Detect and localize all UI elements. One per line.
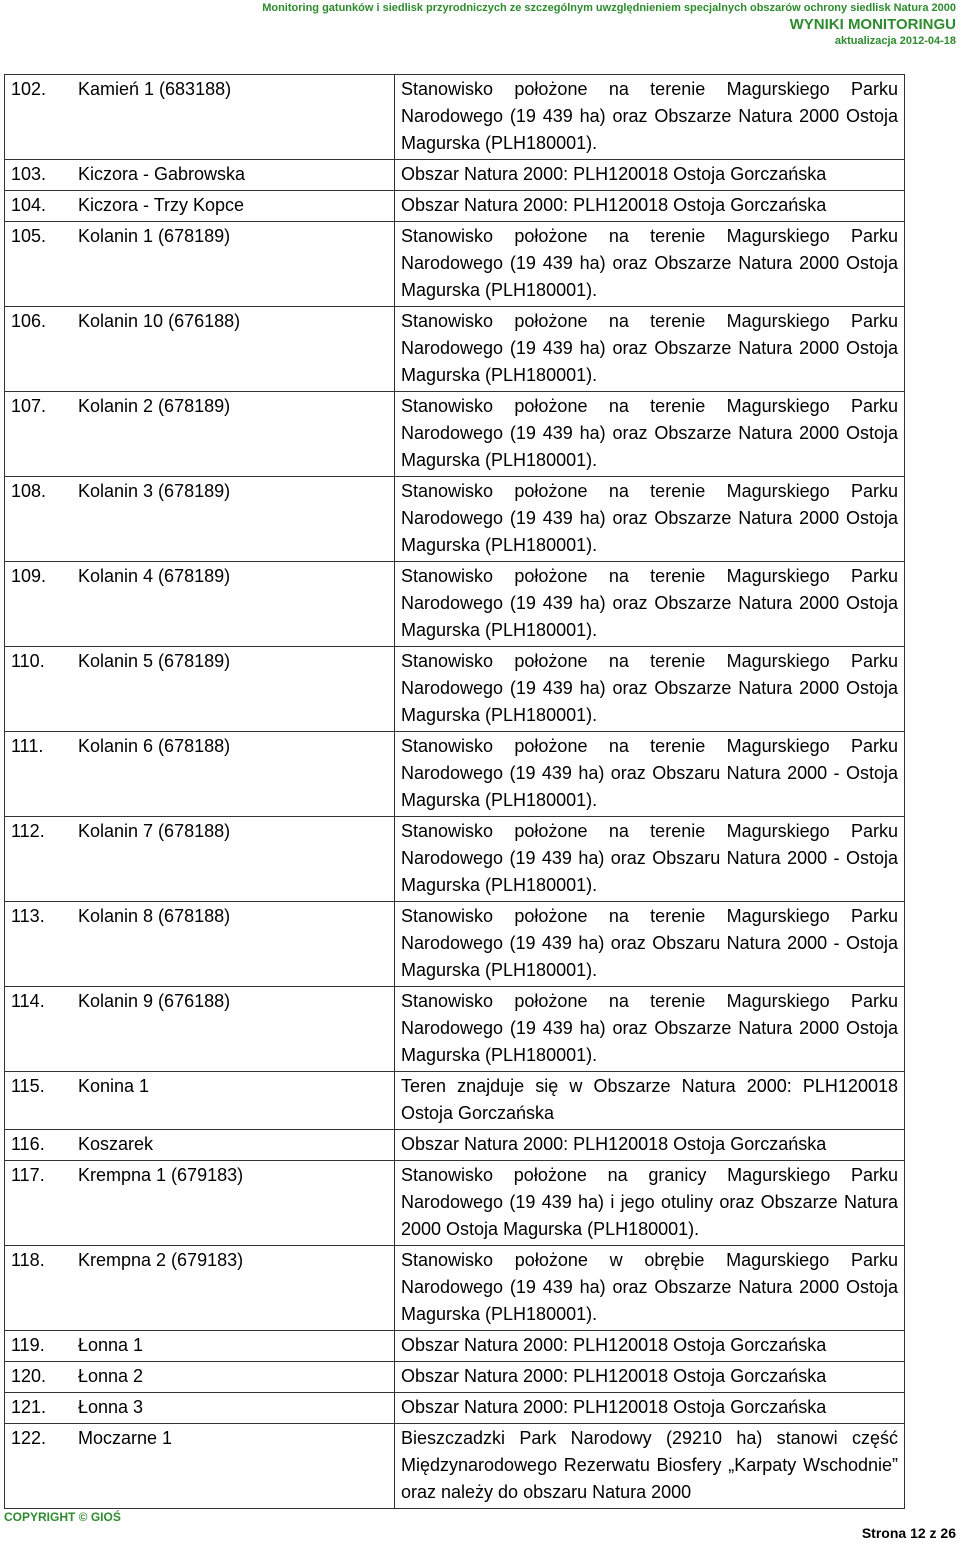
row-number: 106.	[5, 307, 70, 392]
table-row	[5, 1246, 905, 1331]
site-description: Stanowisko położone na terenie Magurskiego Parku Narodowego (19 439 ha) oraz Obszaru Natura 2000 - Ostoja Magurska (PLH180001).	[395, 732, 905, 817]
site-description: Stanowisko położone na terenie Magurskiego Parku Narodowego (19 439 ha) oraz Obszarze Natura 2000 Ostoja Magurska (PLH180001).	[395, 222, 905, 307]
row-number: 115.	[5, 1072, 70, 1130]
table-row	[5, 75, 905, 160]
site-description: Teren znajduje się w Obszarze Natura 2000: PLH120018 Ostoja Gorczańska	[395, 1072, 905, 1130]
site-description: Stanowisko położone na terenie Magurskiego Parku Narodowego (19 439 ha) oraz Obszarze Natura 2000 Ostoja Magurska (PLH180001).	[395, 477, 905, 562]
site-description: Stanowisko położone na terenie Magurskiego Parku Narodowego (19 439 ha) oraz Obszarze Natura 2000 Ostoja Magurska (PLH180001).	[395, 392, 905, 477]
table-row	[5, 307, 905, 392]
site-name: Kolanin 2 (678189)	[69, 392, 395, 477]
row-number: 122.	[5, 1424, 70, 1509]
row-number: 117.	[5, 1161, 70, 1246]
site-name: Kiczora - Trzy Kopce	[69, 191, 395, 222]
site-name: Kamień 1 (683188)	[69, 75, 395, 160]
sites-table	[4, 74, 905, 1509]
row-number: 120.	[5, 1362, 70, 1393]
table-row	[5, 1072, 905, 1130]
table-row	[5, 1161, 905, 1246]
row-number: 119.	[5, 1331, 70, 1362]
site-description: Obszar Natura 2000: PLH120018 Ostoja Gorczańska	[395, 1331, 905, 1362]
site-description: Stanowisko położone na terenie Magurskiego Parku Narodowego (19 439 ha) oraz Obszaru Natura 2000 - Ostoja Magurska (PLH180001).	[395, 902, 905, 987]
site-name: Krempna 1 (679183)	[69, 1161, 395, 1246]
table-row	[5, 1362, 905, 1393]
site-description: Stanowisko położone na granicy Magurskiego Parku Narodowego (19 439 ha) i jego otuliny oraz Obszarze Natura 2000 Ostoja Magurska (PLH180001).	[395, 1161, 905, 1246]
site-description: Obszar Natura 2000: PLH120018 Ostoja Gorczańska	[395, 1362, 905, 1393]
table-row	[5, 987, 905, 1072]
site-name: Kiczora - Gabrowska	[69, 160, 395, 191]
row-number: 111.	[5, 732, 70, 817]
row-number: 114.	[5, 987, 70, 1072]
row-number: 109.	[5, 562, 70, 647]
table-row	[5, 160, 905, 191]
row-number: 112.	[5, 817, 70, 902]
row-number: 113.	[5, 902, 70, 987]
table-row	[5, 1130, 905, 1161]
page-header	[262, 2, 956, 47]
site-name: Kolanin 4 (678189)	[69, 562, 395, 647]
site-name: Moczarne 1	[69, 1424, 395, 1509]
site-name: Łonna 2	[69, 1362, 395, 1393]
site-name: Łonna 3	[69, 1393, 395, 1424]
sites-table-body	[5, 75, 905, 1509]
table-row	[5, 392, 905, 477]
site-name: Kolanin 1 (678189)	[69, 222, 395, 307]
site-name: Kolanin 10 (676188)	[69, 307, 395, 392]
site-description: Bieszczadzki Park Narodowy (29210 ha) stanowi część Międzynarodowego Rezerwatu Biosfery „Karpaty Wschodnie” oraz należy do obszaru Natura 2000	[395, 1424, 905, 1509]
copyright-notice: COPYRIGHT © GIOŚ	[4, 1510, 121, 1524]
site-description: Stanowisko położone na terenie Magurskiego Parku Narodowego (19 439 ha) oraz Obszarze Natura 2000 Ostoja Magurska (PLH180001).	[395, 307, 905, 392]
header-update-date: aktualizacja 2012-04-18	[834, 35, 956, 47]
site-name: Kolanin 7 (678188)	[69, 817, 395, 902]
table-row	[5, 1393, 905, 1424]
row-number: 121.	[5, 1393, 70, 1424]
site-description: Obszar Natura 2000: PLH120018 Ostoja Gorczańska	[395, 1393, 905, 1424]
table-row	[5, 1424, 905, 1509]
site-name: Kolanin 9 (676188)	[69, 987, 395, 1072]
page-number: Strona 12 z 26	[861, 1525, 956, 1541]
site-name: Łonna 1	[69, 1331, 395, 1362]
site-name: Kolanin 8 (678188)	[69, 902, 395, 987]
site-description: Obszar Natura 2000: PLH120018 Ostoja Gorczańska	[395, 1130, 905, 1161]
table-row	[5, 562, 905, 647]
row-number: 108.	[5, 477, 70, 562]
header-section-title: WYNIKI MONITORINGU	[789, 16, 956, 33]
row-number: 116.	[5, 1130, 70, 1161]
table-row	[5, 191, 905, 222]
site-name: Krempna 2 (679183)	[69, 1246, 395, 1331]
row-number: 104.	[5, 191, 70, 222]
table-row	[5, 817, 905, 902]
site-name: Kolanin 6 (678188)	[69, 732, 395, 817]
row-number: 105.	[5, 222, 70, 307]
site-name: Koszarek	[69, 1130, 395, 1161]
site-description: Stanowisko położone na terenie Magurskiego Parku Narodowego (19 439 ha) oraz Obszarze Natura 2000 Ostoja Magurska (PLH180001).	[395, 987, 905, 1072]
table-row	[5, 902, 905, 987]
site-name: Kolanin 3 (678189)	[69, 477, 395, 562]
site-description: Obszar Natura 2000: PLH120018 Ostoja Gorczańska	[395, 160, 905, 191]
row-number: 102.	[5, 75, 70, 160]
site-name: Konina 1	[69, 1072, 395, 1130]
header-project-title: Monitoring gatunków i siedlisk przyrodniczych ze szczególnym uwzględnieniem specjalnych obszarów ochrony siedlisk Natura 2000	[262, 2, 956, 14]
site-description: Stanowisko położone w obrębie Magurskiego Parku Narodowego (19 439 ha) oraz Obszarze Natura 2000 Ostoja Magurska (PLH180001).	[395, 1246, 905, 1331]
table-row	[5, 1331, 905, 1362]
site-description: Stanowisko położone na terenie Magurskiego Parku Narodowego (19 439 ha) oraz Obszarze Natura 2000 Ostoja Magurska (PLH180001).	[395, 75, 905, 160]
site-description: Stanowisko położone na terenie Magurskiego Parku Narodowego (19 439 ha) oraz Obszarze Natura 2000 Ostoja Magurska (PLH180001).	[395, 562, 905, 647]
table-row	[5, 647, 905, 732]
table-row	[5, 732, 905, 817]
site-description: Obszar Natura 2000: PLH120018 Ostoja Gorczańska	[395, 191, 905, 222]
row-number: 110.	[5, 647, 70, 732]
site-description: Stanowisko położone na terenie Magurskiego Parku Narodowego (19 439 ha) oraz Obszaru Natura 2000 - Ostoja Magurska (PLH180001).	[395, 817, 905, 902]
row-number: 107.	[5, 392, 70, 477]
table-row	[5, 477, 905, 562]
site-description: Stanowisko położone na terenie Magurskiego Parku Narodowego (19 439 ha) oraz Obszarze Natura 2000 Ostoja Magurska (PLH180001).	[395, 647, 905, 732]
site-name: Kolanin 5 (678189)	[69, 647, 395, 732]
row-number: 103.	[5, 160, 70, 191]
table-row	[5, 222, 905, 307]
row-number: 118.	[5, 1246, 70, 1331]
